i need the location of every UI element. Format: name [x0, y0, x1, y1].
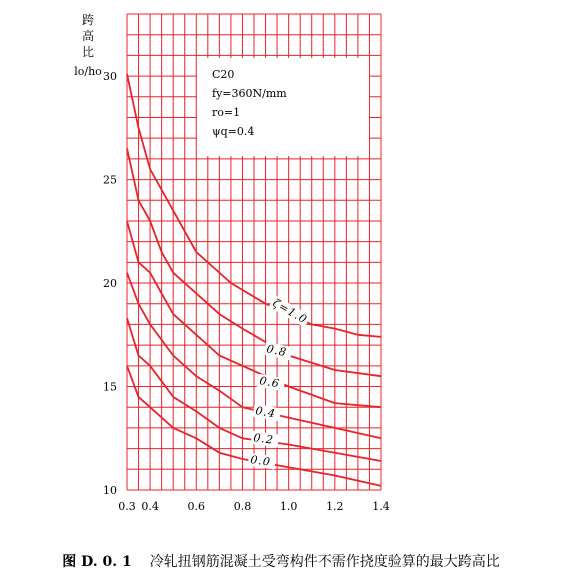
x-tick-label: 1.0: [279, 500, 298, 513]
x-tick-label: 0.6: [187, 500, 206, 513]
x-tick-label: 1.2: [326, 500, 344, 513]
y-axis-label-char: 跨: [81, 13, 95, 27]
y-tick-label: 30: [103, 70, 117, 84]
x-tick-label: 1.4: [372, 500, 390, 513]
y-axis-label-char: 比: [81, 45, 95, 59]
y-axis-unit: lo/ho: [74, 65, 102, 78]
curve-label: 0.2: [252, 431, 275, 447]
x-tick-label: 0.8: [233, 500, 252, 513]
curve-label: 0.4: [254, 404, 277, 421]
curve-label: 0.0: [249, 453, 272, 469]
legend-line: ro=1: [212, 106, 241, 119]
y-tick-label: 25: [103, 173, 117, 187]
figure-number: 图 D. 0. 1: [62, 554, 132, 570]
x-tick-label: 0.4: [141, 500, 159, 513]
y-tick-label: 20: [103, 277, 117, 291]
figure-caption: [0, 551, 562, 571]
curve-label: ζ=1.0: [270, 296, 310, 327]
legend-line: fy=360N/mm: [212, 87, 287, 100]
curve-label: 0.8: [265, 342, 289, 360]
legend-line: C20: [212, 68, 235, 81]
legend-line: ψq=0.4: [212, 125, 255, 138]
y-axis-label-char: 高: [81, 29, 95, 43]
curve-label: 0.6: [258, 374, 281, 391]
caption-text: 冷轧扭钢筋混凝土受弯构件不需作挠度验算的最大跨高比: [149, 554, 500, 570]
y-tick-label: 10: [103, 484, 117, 497]
y-tick-label: 15: [103, 380, 117, 394]
x-tick-label: 0.3: [118, 500, 136, 513]
